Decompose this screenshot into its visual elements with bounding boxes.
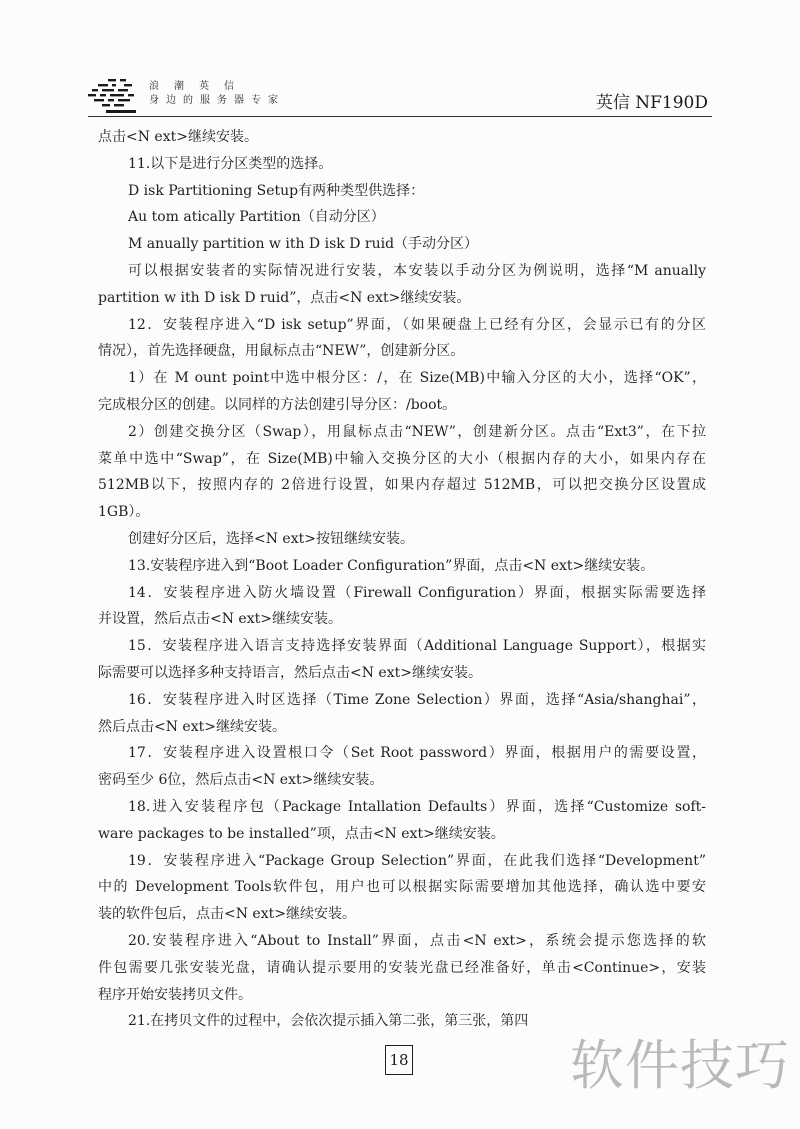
paragraph — [98, 848, 706, 928]
text-line: 12．安装程序进入“D isk setup”界面，（如果硬盘上已经有分区，会显示已有的分区 — [128, 316, 706, 333]
text-line: 18.进入安装程序包（Package Intallation Defaults）界面，选择“Customize soft- — [128, 798, 706, 815]
paragraph — [98, 365, 706, 419]
text-line: ware packages to be installed”项，点击<N ext>继续安装。 — [98, 825, 505, 842]
paragraph — [98, 526, 706, 553]
text-line: 完成根分区的创建。以同样的方法创建引导分区：/boot。 — [98, 396, 457, 413]
paragraph — [98, 687, 706, 741]
text-line: 菜单中选中“Swap”，在 Size(MB)中输入交换分区的大小（根据内存的大小，如果内存在 — [98, 450, 706, 467]
paragraph — [98, 794, 706, 848]
paragraph — [98, 231, 706, 258]
text-line: 20.安装程序进入“About to Install”界面，点击<N ext>，系统会提示您选择的软 — [128, 932, 706, 949]
text-line: 21.在拷贝文件的过程中，会依次提示插入第二张，第三张，第四 — [128, 1013, 529, 1030]
text-line: 然后点击<N ext>继续安装。 — [98, 718, 286, 735]
paragraph — [98, 204, 706, 231]
text-line: 15．安装程序进入语言支持选择安装界面（Additional Language Support），根据实 — [128, 638, 706, 655]
brand-name: 浪潮英信 — [149, 81, 249, 92]
text-line: 程序开始安装拷贝文件。 — [98, 986, 252, 1003]
paragraph — [98, 124, 706, 151]
header-divider — [88, 116, 712, 117]
paragraph — [98, 1008, 706, 1035]
text-line: 密码至少 6位，然后点击<N ext>继续安装。 — [98, 772, 384, 789]
product-title: 英信 NF190D — [595, 93, 708, 113]
text-line: 19．安装程序进入“Package Group Selection”界面，在此我们选择“Development” — [128, 852, 706, 869]
paragraph — [98, 553, 706, 580]
text-line: 点击<N ext>继续安装。 — [98, 129, 258, 145]
text-line: M anually partition w ith D isk D ruid（手动分区） — [128, 236, 479, 253]
text-line: 情况），首先选择硬盘，用鼠标点击“NEW”，创建新分区。 — [98, 343, 465, 360]
text-line: 创建好分区后，选择<N ext>按钮继续安装。 — [128, 530, 414, 547]
text-line: Au tom atically Partition（自动分区） — [128, 209, 385, 226]
body-text — [98, 124, 706, 1035]
paragraph — [98, 419, 706, 526]
text-line: 512MB以下，按照内存的 2倍进行设置，如果内存超过 512MB，可以把交换分区设置成 — [98, 477, 706, 494]
text-line: 1GB）。 — [98, 504, 150, 521]
text-line: 装的软件包后，点击<N ext>继续安装。 — [98, 906, 356, 923]
text-line: 17．安装程序进入设置根口令（Set Root password）界面，根据用户的需要设置， — [128, 745, 706, 762]
paragraph — [98, 740, 706, 794]
text-line: 可以根据安装者的实际情况进行安装，本安装以手动分区为例说明，选择“M anually — [128, 262, 706, 279]
brand-slogan: 身边的服务器专家 — [149, 95, 285, 106]
text-line: 件包需要几张安装光盘，请确认提示要用的安装光盘已经准备好，单击<Continue>，安装 — [98, 959, 706, 976]
page-number: 18 — [385, 1045, 413, 1075]
paragraph — [98, 312, 706, 366]
text-line: 并设置，然后点击<N ext>继续安装。 — [98, 611, 342, 628]
text-line: 1）在 M ount point中选中根分区：/，在 Size(MB)中输入分区的大小，选择“OK”， — [128, 370, 706, 387]
paragraph — [98, 580, 706, 634]
text-line: D isk Partitioning Setup有两种类型供选择： — [128, 182, 425, 199]
text-line: 13.安装程序进入到“Boot Loader Configuration”界面，点击<N ext>继续安装。 — [128, 557, 655, 574]
inspur-logo-icon — [88, 76, 144, 116]
paragraph — [98, 258, 706, 312]
text-line: 14．安装程序进入防火墙设置（Firewall Configuration）界面，根据实际需要选择 — [128, 584, 706, 601]
paragraph — [98, 151, 706, 178]
text-line: 际需要可以选择多种支持语言，然后点击<N ext>继续安装。 — [98, 664, 482, 681]
text-line: 11.以下是进行分区类型的选择。 — [128, 155, 333, 172]
paragraph — [98, 633, 706, 687]
paragraph — [98, 178, 706, 205]
paragraph — [98, 928, 706, 1008]
watermark: 软件技巧 — [570, 1034, 790, 1097]
text-line: 2）创建交换分区（Swap），用鼠标点击“NEW”，创建新分区。点击“Ext3”，在下拉 — [128, 423, 706, 440]
text-line: 16．安装程序进入时区选择（Time Zone Selection）界面，选择“Asia/shanghai”， — [128, 691, 706, 708]
text-line: partition w ith D isk D ruid”，点击<N ext>继续安装。 — [98, 289, 471, 306]
text-line: 中的 Development Tools软件包，用户也可以根据实际需要增加其他选择，确认选中要安 — [98, 879, 706, 896]
